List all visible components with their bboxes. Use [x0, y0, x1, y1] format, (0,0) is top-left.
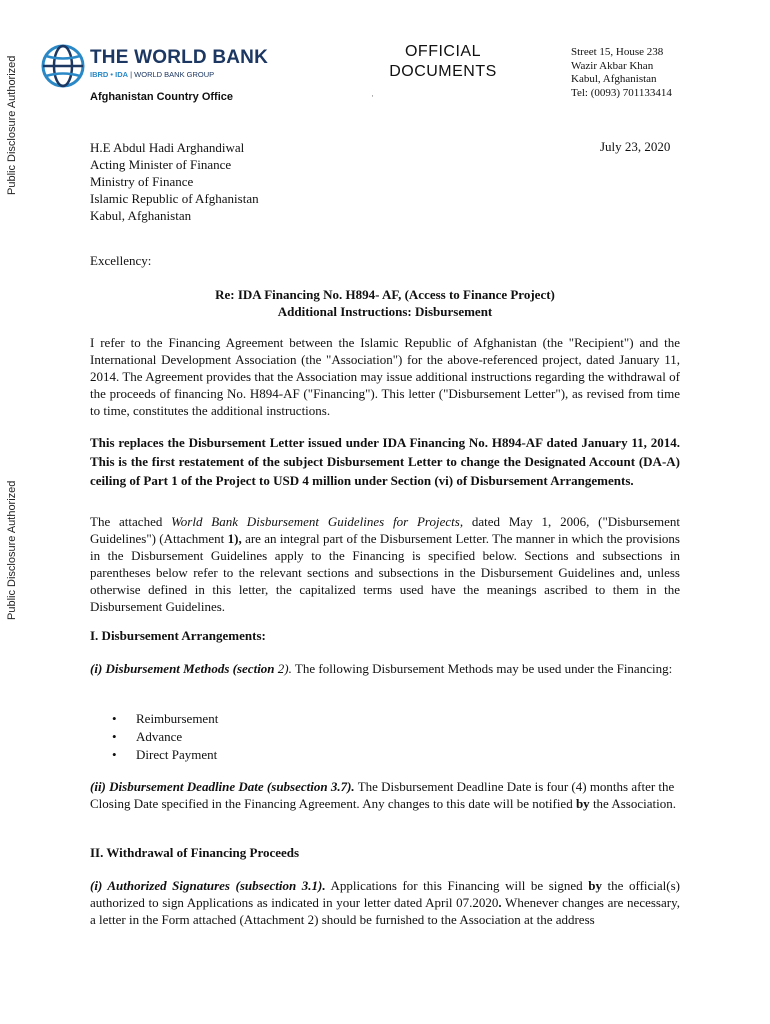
header-dot: ·	[371, 91, 374, 101]
letter-date: July 23, 2020	[600, 139, 671, 154]
deadline-paragraph: (ii) Disbursement Deadline Date (subsection 3.7). The Disbursement Deadline Date is four (4) months after the Closing Date specified in the Financing Agreement. Any changes to this date will be notified by the Association.	[90, 779, 676, 811]
logo-subtitle: IBRD • IDA | WORLD BANK GROUP	[90, 70, 215, 79]
disclosure-stamp-middle: Public Disclosure Authorized	[6, 480, 18, 620]
disclosure-stamp-top: Public Disclosure Authorized	[6, 55, 18, 195]
world-bank-logo	[40, 42, 269, 90]
subject-line: Re: IDA Financing No. H894- AF, (Access to Finance Project) Additional Instructions: Disbursement	[215, 287, 555, 319]
guidelines-paragraph: The attached World Bank Disbursement Guidelines for Projects, dated May 1, 2006, ("Disbursement Guidelines") (Attachment 1), are an integral part of the Disbursement Letter. The manner in which the provisions in the Disbursement Guidelines apply to the Financing is specified below. Sections and subsections in parentheses below refer to the relevant sections and subsections in the Disbursement Guidelines and, unless otherwise defined in this letter, the capitalized terms used have the meanings ascribed to them in the Disbursement Guidelines.	[90, 514, 681, 614]
methods-list	[112, 710, 218, 764]
globe-icon	[40, 43, 86, 89]
logo-title: THE WORLD BANK	[90, 47, 269, 68]
list-item: • Direct Payment	[112, 746, 218, 764]
official-documents-stamp: OFFICIAL DOCUMENTS	[389, 43, 497, 80]
methods-paragraph: (i) Disbursement Methods (section 2). The following Disbursement Methods may be used under the Financing:	[90, 661, 673, 676]
country-office: Afghanistan Country Office	[90, 91, 234, 103]
signatures-paragraph: (i) Authorized Signatures (subsection 3.1). Applications for this Financing will be signed by the official(s) authorized to sign Applications as indicated in your letter dated April 07.2020. Whenever changes are necessary, a letter in the Form attached (Attachment 2) should be furnished to the Association at the address	[90, 878, 680, 927]
salutation: Excellency:	[90, 253, 152, 268]
recipient-block: H.E Abdul Hadi Arghandiwal Acting Minister of Finance Ministry of Finance Islamic Republic of Afghanistan Kabul, Afghanistan	[90, 140, 259, 223]
intro-paragraph: I refer to the Financing Agreement between the Islamic Republic of Afghanistan (the "Recipient") and the International Development Association (the "Association") for the above-referenced project, dated January 11, 2014. The Agreement provides that the Association may issue additional instructions regarding the withdrawal of the proceeds of financing No. H894-AF ("Financing"). This letter ("Disbursement Letter"), as revised from time to time, constitutes the additional instructions.	[90, 335, 680, 418]
section-2-heading: II. Withdrawal of Financing Proceeds	[90, 845, 300, 860]
restatement-paragraph: This replaces the Disbursement Letter issued under IDA Financing No. H894-AF dated January 11, 2014. This is the first restatement of the subject Disbursement Letter to change the Designated Account (DA-A) ceiling of Part 1 of the Project to USD 4 million under Section (vi) of Disbursement Arrangements.	[90, 435, 680, 488]
section-1-heading: I. Disbursement Arrangements:	[90, 628, 266, 643]
list-item: • Advance	[112, 728, 218, 746]
office-address: Street 15, House 238 Wazir Akbar Khan Kabul, Afghanistan Tel: (0093) 701133414	[571, 46, 672, 99]
list-item: • Reimbursement	[112, 710, 218, 728]
